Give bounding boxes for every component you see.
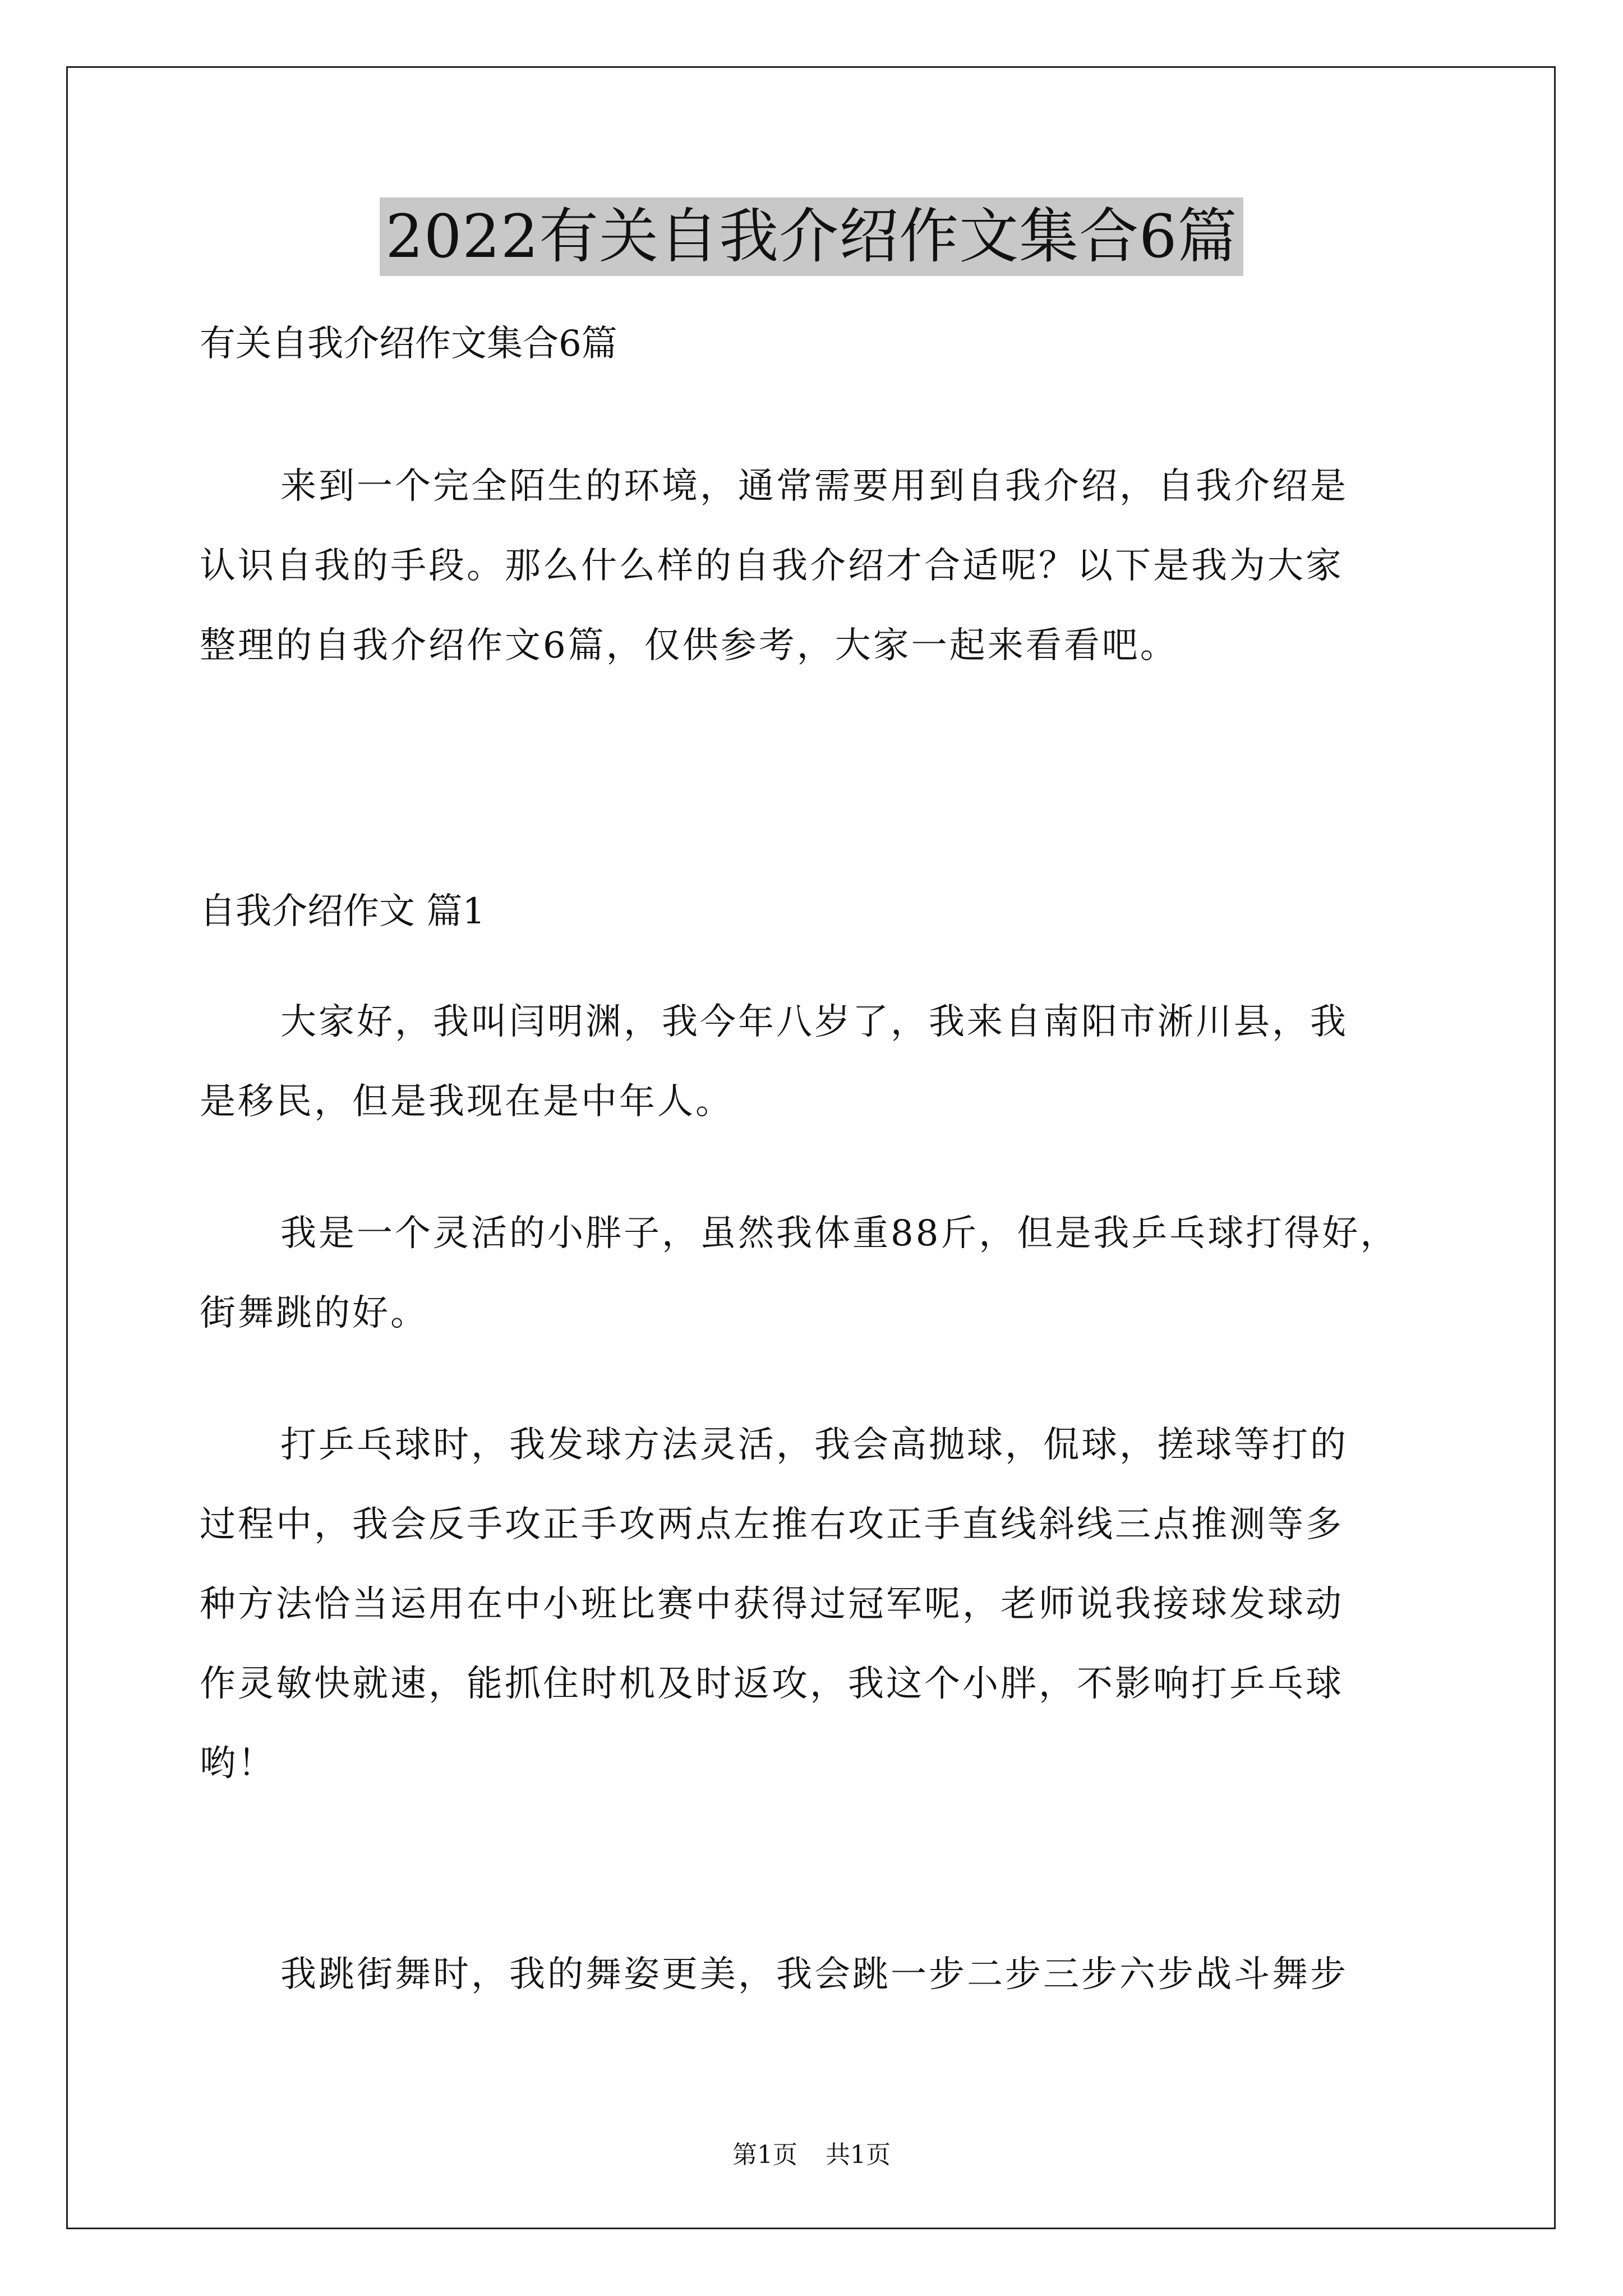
paragraph-4	[200, 1943, 1439, 2023]
paragraph-line: 街舞跳的好。	[200, 1292, 428, 1334]
document-title: 2022有关自我介绍作文集合6篇	[380, 197, 1243, 276]
intro-line: 认识自我的手段。那么什么样的自我介绍才合适呢？以下是我为大家	[200, 545, 1344, 587]
paragraph-line: 过程中，我会反手攻正手攻两点左推右攻正手直线斜线三点推测等多	[200, 1504, 1344, 1545]
document-subtitle: 有关自我介绍作文集合6篇	[200, 323, 617, 365]
paragraph-line: 打乒乓球时，我发球方法灵活，我会高抛球，侃球，搓球等打的	[280, 1424, 1348, 1466]
paragraph-2	[200, 1202, 1439, 1361]
title-container	[0, 197, 1623, 276]
intro-line: 整理的自我介绍作文6篇，仅供参考，大家一起来看看吧。	[200, 625, 1178, 666]
paragraph-line: 作灵敏快就速，能抓住时机及时返攻，我这个小胖，不影响打乒乓球	[200, 1663, 1344, 1705]
paragraph-line: 我跳街舞时，我的舞姿更美，我会跳一步二步三步六步战斗舞步	[280, 1954, 1348, 1995]
section-heading: 自我介绍作文 篇1	[200, 891, 486, 932]
paragraph-line: 大家好，我叫闫明渊，我今年八岁了，我来自南阳市淅川县，我	[280, 1001, 1348, 1043]
page-total: 共1页	[826, 2141, 891, 2169]
page-footer	[0, 2138, 1623, 2172]
paragraph-3	[200, 1414, 1439, 1812]
paragraph-line: 我是一个灵活的小胖子，虽然我体重88斤，但是我乒乓球打得好，	[280, 1213, 1399, 1254]
paragraph-line: 哟！	[200, 1743, 276, 1784]
intro-paragraph	[200, 455, 1439, 694]
page-number: 第1页	[732, 2141, 797, 2169]
paragraph-line: 是移民，但是我现在是中年人。	[200, 1081, 734, 1122]
paragraph-1	[200, 991, 1439, 1150]
paragraph-line: 种方法恰当运用在中小班比赛中获得过冠军呢，老师说我接球发球动	[200, 1584, 1344, 1625]
intro-line: 来到一个完全陌生的环境，通常需要用到自我介绍，自我介绍是	[280, 466, 1348, 507]
